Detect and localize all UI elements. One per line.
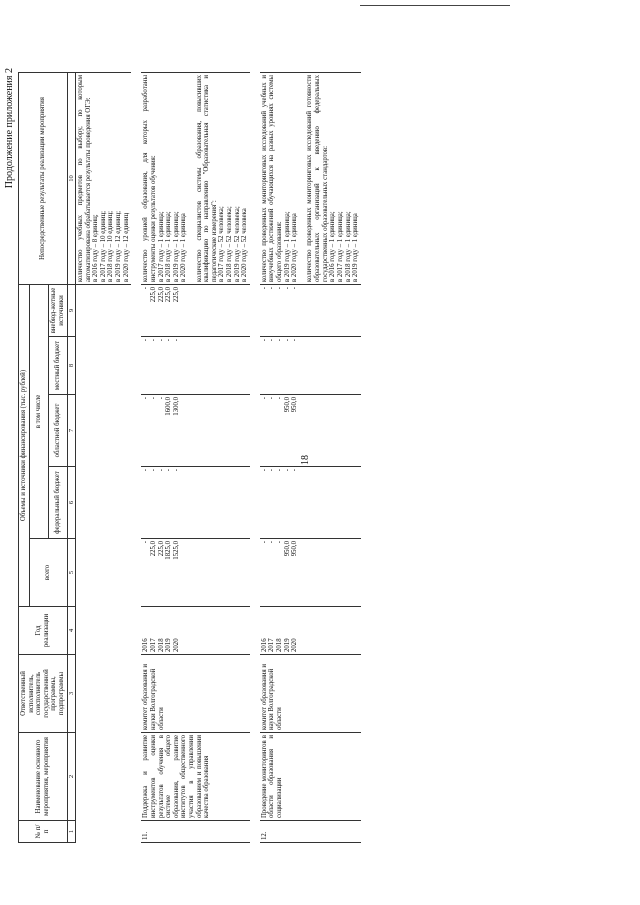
appendix-title: Продолжение приложения 2	[4, 68, 15, 189]
header-year: Год реализации	[19, 607, 68, 655]
row-executor: комитет образования и науки Волгоградской области	[260, 655, 361, 733]
row-total: - - - 950,0 950,0	[260, 539, 361, 607]
row-total: - 225,0 225,0 1825,0 1525,0	[141, 539, 250, 607]
page-number: 18	[300, 455, 311, 465]
header-local: местный бюджет	[49, 337, 67, 395]
row-regional: - - - 950,0 950,0	[260, 395, 361, 467]
row-extra: - 225,0 225,0 225,0 225,0	[141, 284, 250, 336]
colnum-7: 7	[67, 395, 75, 467]
table-row-continuation	[76, 72, 132, 842]
header-federal: федеральный бюджет	[49, 467, 67, 539]
row-federal: - - - - -	[260, 467, 361, 539]
row-results: количество уровней образования, для которых разработаны инструменты оценки результатов обучения: в 2017 году – 1 единица; в 2018 году – 1 единица; в 2019 году – 1 единица; в 2020 году – 1 единица количество специалистов системы образования, повысивших квалификацию по направлению "Образовательная статистика и педагогические измерения": в 2017 году – 52 человека; в 2018 году – 52 человека; в 2019 году – 52 человека; в 2020 году – 52 человека	[141, 72, 250, 284]
colnum-3: 3	[67, 655, 75, 733]
row-extra: - - - - -	[260, 284, 361, 336]
table-row	[260, 72, 361, 842]
colnum-2: 2	[67, 733, 75, 821]
row-local: - - - - -	[141, 337, 250, 395]
colnum-10: 10	[67, 72, 75, 284]
row-num: 11.	[141, 821, 250, 843]
header-incl: в том числе	[29, 284, 49, 538]
header-num: № п/п	[19, 821, 68, 843]
row-federal: - - - - -	[141, 467, 250, 539]
row-years: 2016 2017 2018 2019 2020	[260, 607, 361, 655]
header-financing: Объемы и источники финансирования (тыс. рублей)	[19, 284, 30, 606]
table-row	[141, 72, 250, 842]
results-continued: количество учебных предметов по выбору, по которым автоматизирована обрабатывается результаты проведения ОГЭ: в 2016 году – 8 единиц; в 2017 году – 10 единиц; в 2018 году – 10 единиц; в 2019 году – 12 единиц; в 2020 году – 12 единиц	[76, 72, 132, 284]
colnum-9: 9	[67, 284, 75, 336]
colnum-1: 1	[67, 821, 75, 843]
colnum-8: 8	[67, 337, 75, 395]
row-executor: комитет образования и науки Волгоградской области	[141, 655, 250, 733]
row-name: Проведение мониторингов в области образования и социализации	[260, 733, 361, 821]
row-regional: - - - 1600,0 1300,0	[141, 395, 250, 467]
colnum-5: 5	[67, 539, 75, 607]
column-numbers-row	[67, 72, 75, 842]
header-regional: областной бюджет	[49, 395, 67, 467]
header-extra: внебюд-жетные источники	[49, 284, 67, 336]
row-results: количество проведенных мониторинговых исследований учебных и внеучебных достижений обучающихся на разных уровнях системы общего образования: в 2019 году – 1 единица; в 2020 году – 1 единица количество проведенных мониторинговых исследований готовности образовательных организаций к введению федеральных государственных образовательных стандартов: в 2016 году – 1 единица; в 2017 году – 1 единица; в 2018 году – 1 единица; в 2019 году – 1 единица	[260, 72, 361, 284]
row-local: - - - - -	[260, 337, 361, 395]
header-executor: Ответственный исполнитель, соисполнитель государственной программы, подпрограммы	[19, 655, 68, 733]
header-results: Непосредственные результаты реализации мероприятия	[19, 72, 68, 284]
header-name: Наименование основного мероприятия, мероприятия	[19, 733, 68, 821]
row-num: 12.	[260, 821, 361, 843]
row-name: Поддержка и развитие инструментов оценки результатов обучения в системе общего образования, развитие институтов общественного участия в управлении образованием и повышении качества образования	[141, 733, 250, 821]
colnum-4: 4	[67, 607, 75, 655]
row-years: 2016 2017 2018 2019 2020	[141, 607, 250, 655]
header-total: всего	[29, 539, 67, 607]
financing-table	[18, 72, 361, 843]
colnum-6: 6	[67, 467, 75, 539]
